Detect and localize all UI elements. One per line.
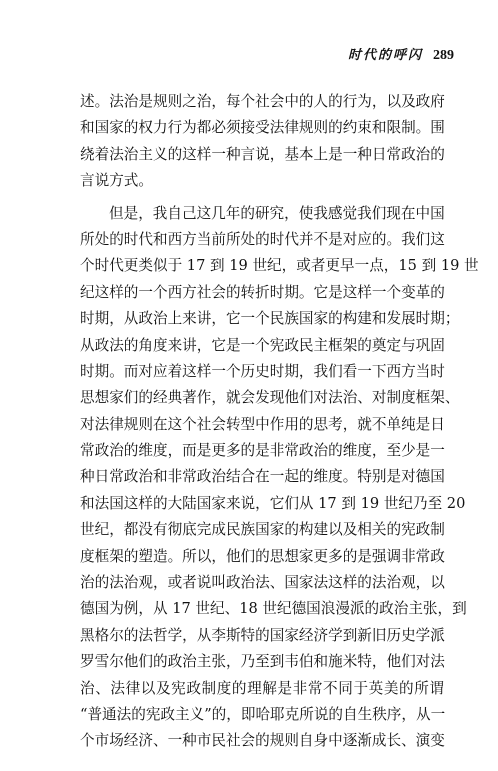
text-line: 述。法治是规则之治，每个社会中的人的行为，以及政府 xyxy=(80,93,445,110)
text-line: 和国家的权力行为都必须接受法律规则的约束和限制。围 xyxy=(80,119,445,137)
text-line: 种日常政治和非常政治结合在一起的维度。特别是对德国 xyxy=(80,468,445,486)
paragraph xyxy=(80,89,444,195)
text-line: 从政法的角度来讲，它是一个宪政民主框架的奠定与巩固 xyxy=(80,336,445,354)
text-line: 常政治的维度，而是更多的是非常政治的维度，至少是一 xyxy=(80,442,445,460)
paragraph xyxy=(80,201,479,755)
body-text xyxy=(80,89,479,755)
text-line: 和法国这样的大陆国家来说，它们从 17 到 19 世纪乃至 20 xyxy=(80,494,466,512)
text-line: 世纪，都没有彻底完成民族国家的构建以及相关的宪政制 xyxy=(80,521,445,539)
text-line: 个市场经济、一种市民社会的规则自身中逐渐成长、演变 xyxy=(80,732,445,750)
text-line: 黑格尔的法哲学，从李斯特的国家经济学到新旧历史学派 xyxy=(80,626,445,644)
text-line: 所处的时代和西方当前所处的时代并不是对应的。我们这 xyxy=(80,230,445,248)
text-line: 德国为例，从 17 世纪、18 世纪德国浪漫派的政治主张，到 xyxy=(80,600,467,618)
text-line: 治的法治观，或者说叫政治法、国家法这样的法治观，以 xyxy=(80,574,445,592)
text-line: 时期。而对应着这样一个历史时期，我们看一下西方当时 xyxy=(80,362,445,380)
running-header xyxy=(348,44,454,64)
text-line: 度框架的塑造。所以，他们的思想家更多的是强调非常政 xyxy=(80,547,445,565)
text-line: 罗雪尔他们的政治主张，乃至到韦伯和施米特，他们对法 xyxy=(80,653,445,671)
text-line: 时期，从政治上来讲，它一个民族国家的构建和发展时期； xyxy=(80,310,460,328)
text-line: 言说方式。 xyxy=(80,172,153,190)
text-line: 对法律规则在这个社会转型中作用的思考，就不单纯是日 xyxy=(80,415,445,433)
running-header-title: 时代的呼闪 xyxy=(347,48,423,63)
text-line: 治、法律以及宪政制度的理解是非常不同于英美的所谓 xyxy=(80,679,444,697)
text-line: 纪这样的一个西方社会的转折时期。它是这样一个变革的 xyxy=(80,283,445,301)
text-line: 但是，我自己这几年的研究，使我感觉我们现在中国 xyxy=(109,204,445,222)
text-line: 个时代更类似于 17 到 19 世纪，或者更早一点，15 到 19 世 xyxy=(80,257,479,275)
text-line: 绕着法治主义的这样一种言说，基本上是一种日常政治的 xyxy=(80,145,445,163)
page-number: 289 xyxy=(433,48,454,63)
text-line: “普通法的宪政主义”的，即哈耶克所说的自生秩序，从一 xyxy=(80,705,446,723)
text-line: 思想家们的经典著作，就会发现他们对法治、对制度框架、 xyxy=(80,389,460,407)
